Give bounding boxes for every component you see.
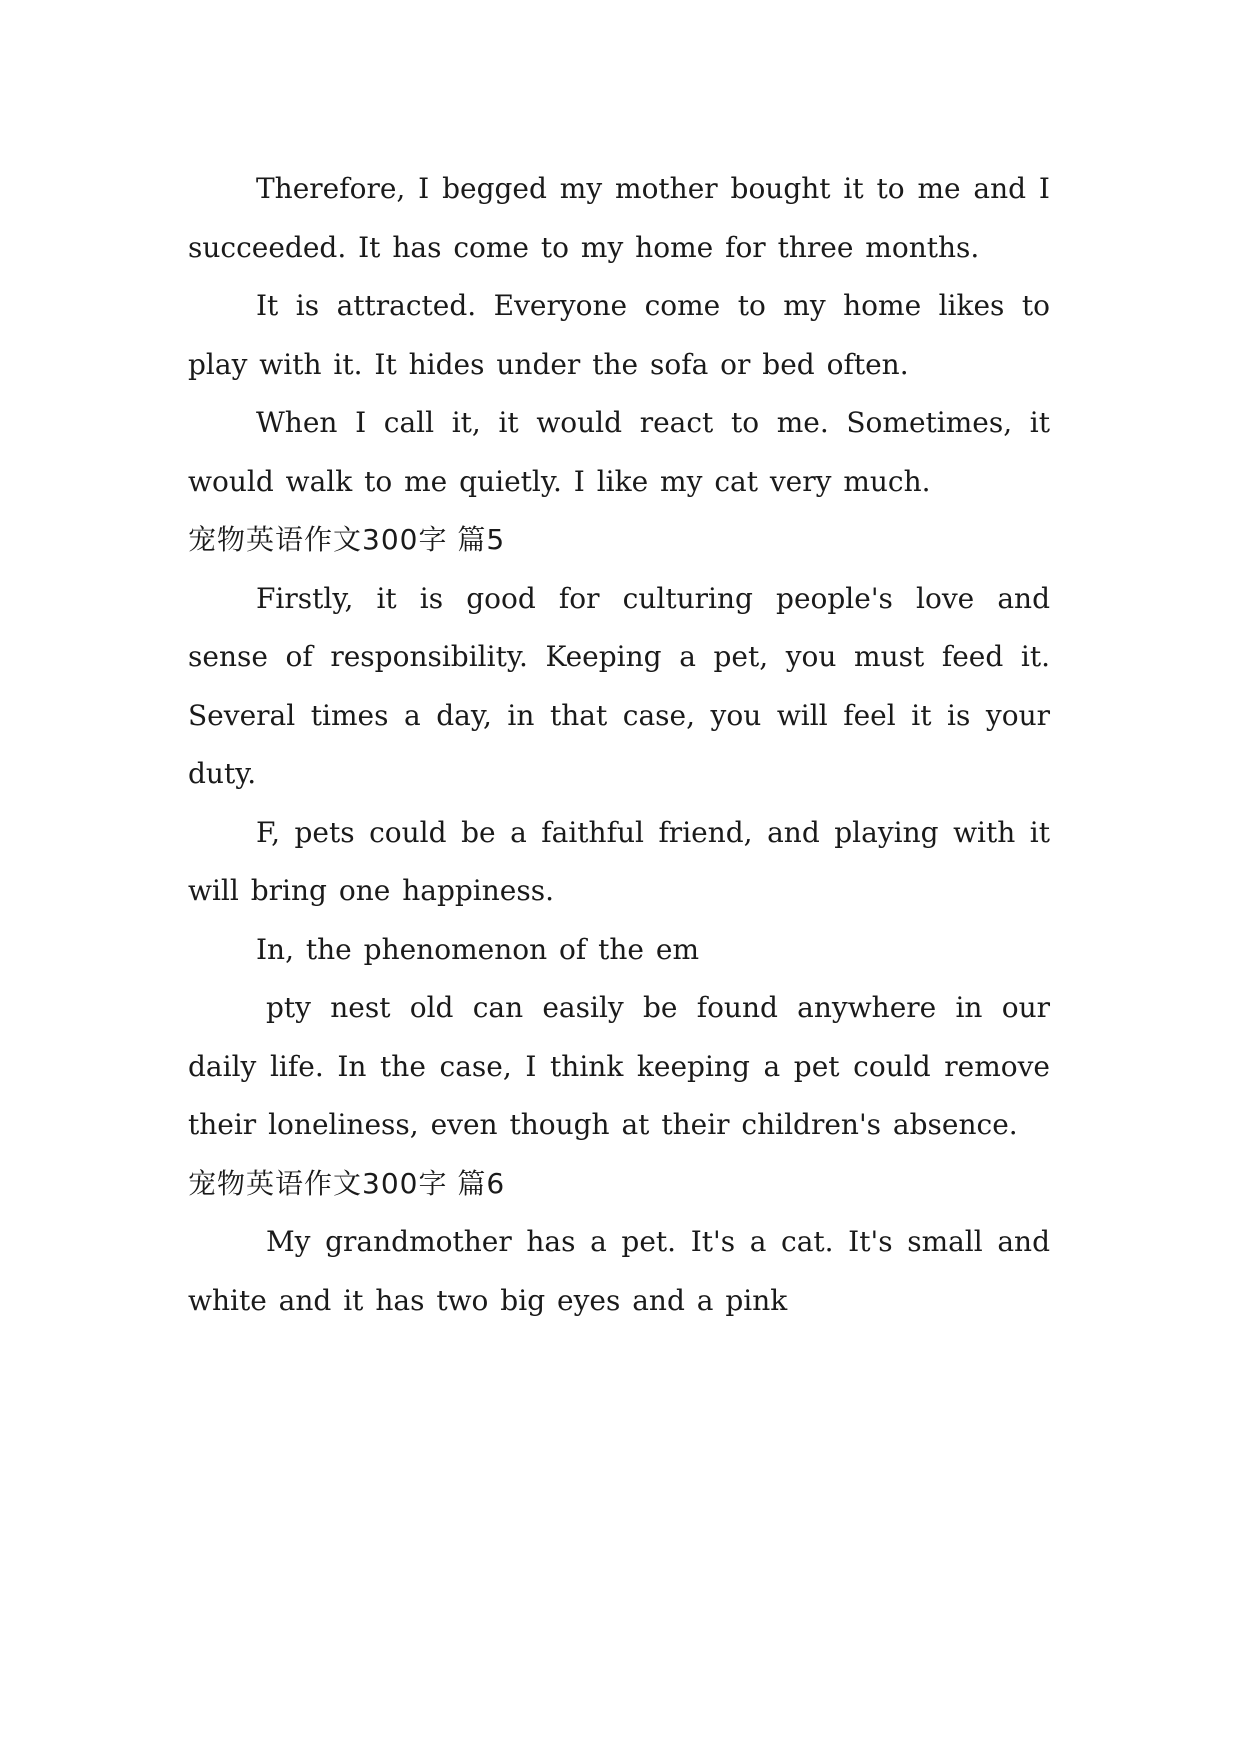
paragraph: pty nest old can easily be found anywhere in our daily life. In the case, I think keeping a pet could remove their loneliness, even though at their children's absence. [188, 991, 1050, 1141]
paragraph: Firstly, it is good for culturing people's love and sense of responsibility. Keeping a pet, you must feed it. Several times a day, in that case, you will feel it is your duty. [188, 581, 1050, 790]
paragraph: My grandmother has a pet. It's a cat. It's small and white and it has two big eyes and a pink [188, 1225, 1050, 1317]
paragraph: In, the phenomenon of the em [256, 932, 700, 966]
paragraph: It is attracted. Everyone come to my home likes to play with it. It hides under the sofa or bed often. [188, 289, 1050, 381]
paragraph: F, pets could be a faithful friend, and playing with it will bring one happiness. [188, 815, 1050, 907]
paragraph: When I call it, it would react to me. Sometimes, it would walk to me quietly. I like my cat very much. [188, 406, 1050, 498]
section-heading: 宠物英语作文300字 篇6 [188, 1166, 506, 1200]
section-heading: 宠物英语作文300字 篇5 [188, 523, 506, 556]
paragraph: Therefore, I begged my mother bought it to me and I succeeded. It has come to my home for three months. [188, 172, 1050, 264]
document-page [188, 160, 1050, 1330]
